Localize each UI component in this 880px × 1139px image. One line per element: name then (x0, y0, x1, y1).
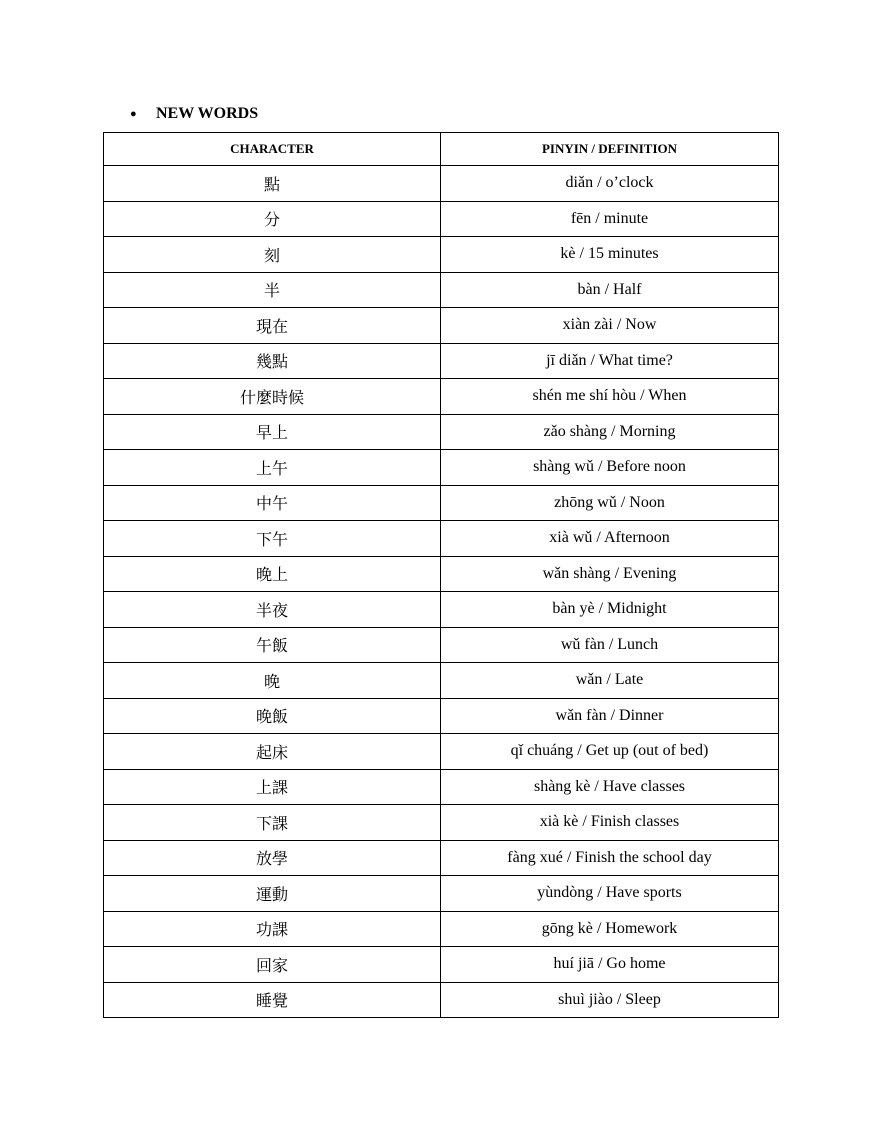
definition-cell: zǎo shàng / Morning (441, 414, 779, 450)
character-cell: 上課 (104, 769, 441, 805)
column-header-definition: PINYIN / DEFINITION (441, 133, 779, 166)
character-cell: 早上 (104, 414, 441, 450)
character-cell: 下午 (104, 521, 441, 557)
table-row (104, 592, 779, 628)
table-row (104, 166, 779, 202)
table-row (104, 201, 779, 237)
character-cell: 幾點 (104, 343, 441, 379)
table-row (104, 840, 779, 876)
definition-cell: xià wǔ / Afternoon (441, 521, 779, 557)
character-cell: 半 (104, 272, 441, 308)
character-cell: 現在 (104, 308, 441, 344)
column-header-character: CHARACTER (104, 133, 441, 166)
character-cell: 運動 (104, 876, 441, 912)
definition-cell: kè / 15 minutes (441, 237, 779, 273)
table-row (104, 414, 779, 450)
table-row (104, 556, 779, 592)
table-row (104, 982, 779, 1018)
character-cell: 中午 (104, 485, 441, 521)
table-row (104, 450, 779, 486)
character-cell: 晚飯 (104, 698, 441, 734)
table-row (104, 947, 779, 983)
table-row (104, 485, 779, 521)
table-row (104, 521, 779, 557)
table-row (104, 627, 779, 663)
character-cell: 起床 (104, 734, 441, 770)
definition-cell: zhōng wǔ / Noon (441, 485, 779, 521)
table-row (104, 308, 779, 344)
definition-cell: jī diǎn / What time? (441, 343, 779, 379)
table-row (104, 805, 779, 841)
definition-cell: xiàn zài / Now (441, 308, 779, 344)
table-row (104, 698, 779, 734)
section-title: NEW WORDS (156, 105, 259, 122)
definition-cell: shén me shí hòu / When (441, 379, 779, 415)
character-cell: 晚上 (104, 556, 441, 592)
character-cell: 午飯 (104, 627, 441, 663)
definition-cell: gōng kè / Homework (441, 911, 779, 947)
bullet-icon: ● (130, 108, 137, 120)
table-row (104, 237, 779, 273)
table-row (104, 769, 779, 805)
definition-cell: wǎn fàn / Dinner (441, 698, 779, 734)
character-cell: 下課 (104, 805, 441, 841)
definition-cell: fàng xué / Finish the school day (441, 840, 779, 876)
character-cell: 晚 (104, 663, 441, 699)
character-cell: 放學 (104, 840, 441, 876)
definition-cell: xià kè / Finish classes (441, 805, 779, 841)
table-row (104, 343, 779, 379)
table-header (104, 133, 779, 166)
header-row (104, 133, 779, 166)
character-cell: 分 (104, 201, 441, 237)
definition-cell: shàng kè / Have classes (441, 769, 779, 805)
definition-cell: diǎn / o’clock (441, 166, 779, 202)
character-cell: 點 (104, 166, 441, 202)
vocabulary-table (103, 132, 779, 1018)
character-cell: 回家 (104, 947, 441, 983)
table-row (104, 876, 779, 912)
table-row (104, 734, 779, 770)
definition-cell: yùndòng / Have sports (441, 876, 779, 912)
character-cell: 上午 (104, 450, 441, 486)
definition-cell: qǐ chuáng / Get up (out of bed) (441, 734, 779, 770)
definition-cell: fēn / minute (441, 201, 779, 237)
character-cell: 功課 (104, 911, 441, 947)
table-row (104, 663, 779, 699)
table-row (104, 379, 779, 415)
definition-cell: wǎn shàng / Evening (441, 556, 779, 592)
table-row (104, 911, 779, 947)
definition-cell: huí jiā / Go home (441, 947, 779, 983)
definition-cell: bàn / Half (441, 272, 779, 308)
table-body (104, 166, 779, 1018)
definition-cell: shàng wǔ / Before noon (441, 450, 779, 486)
character-cell: 半夜 (104, 592, 441, 628)
definition-cell: shuì jiào / Sleep (441, 982, 779, 1018)
character-cell: 刻 (104, 237, 441, 273)
character-cell: 睡覺 (104, 982, 441, 1018)
section-heading (130, 104, 258, 124)
table-row (104, 272, 779, 308)
definition-cell: bàn yè / Midnight (441, 592, 779, 628)
character-cell: 什麼時候 (104, 379, 441, 415)
definition-cell: wǎn / Late (441, 663, 779, 699)
definition-cell: wǔ fàn / Lunch (441, 627, 779, 663)
